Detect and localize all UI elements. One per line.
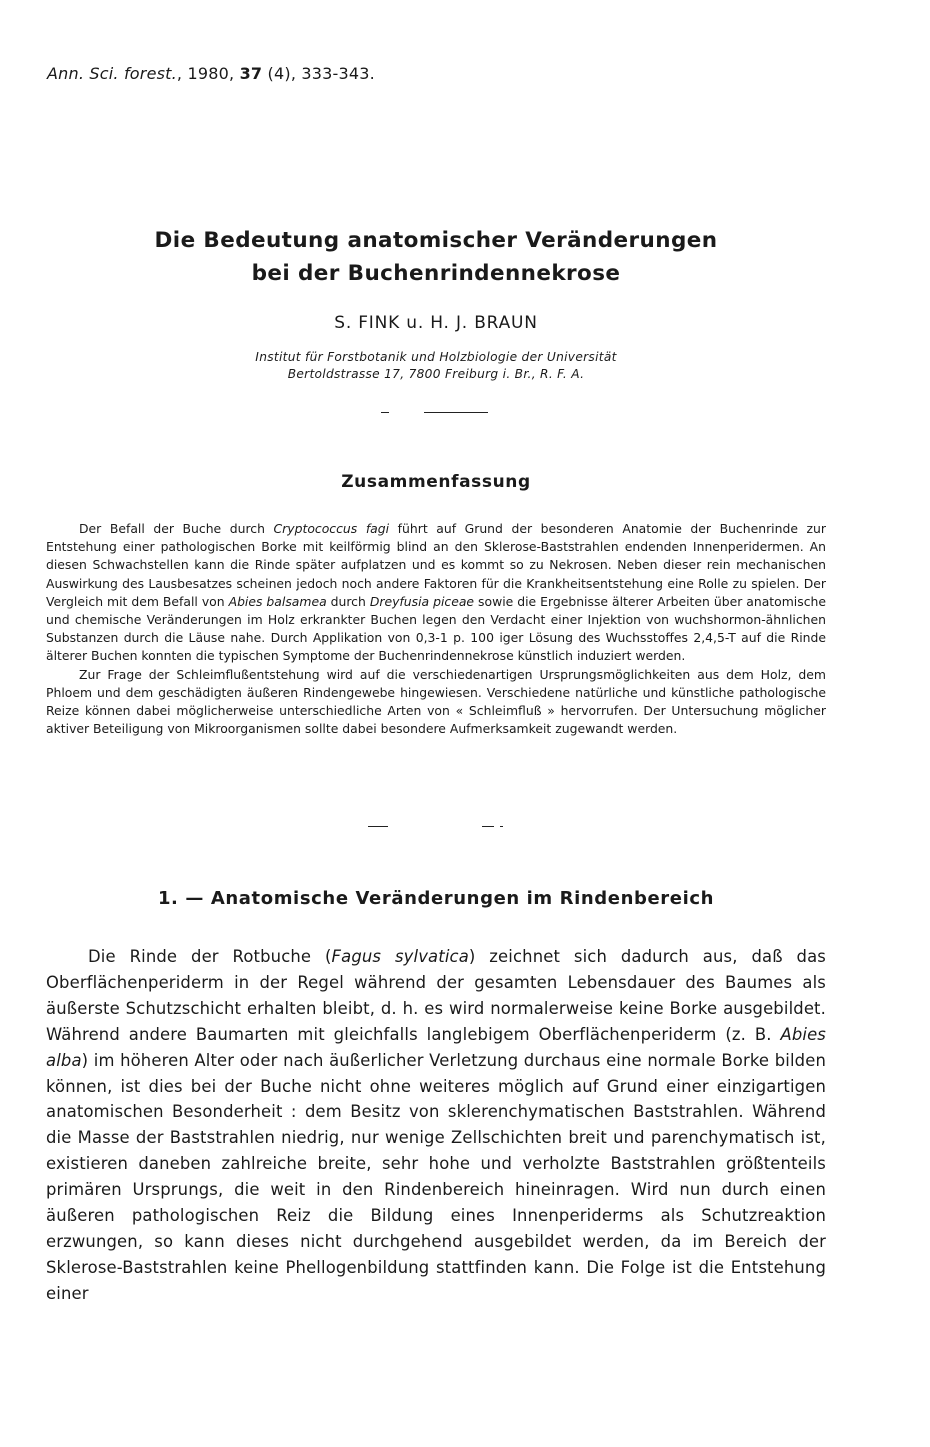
affiliation [0,349,872,383]
separator-rule [368,826,388,827]
abstract [46,520,826,738]
abstract-paragraph: Zur Frage der Schleimflußentstehung wird auf die verschiedenartigen Ursprungsmöglichkeiten aus dem Holz, dem Phloem und dem geschädigten äußeren Rindengewebe hingewiesen. Verschiedene natürliche und künstliche pathologische Reize können dabei möglicherweise unterschiedliche Arten von « Schleimfluß » hervorrufen. Der Untersuchung möglicher aktiver Beteiligung von Mikroorganismen sollte dabei besondere Aufmerksamkeit zugewandt werden. [46,666,826,737]
species-name: Abies alba [46,1024,826,1070]
journal-issue-pages: (4), 333-343. [262,64,375,83]
journal-year: , 1980, [176,64,240,83]
body-text: Die Rinde der Rotbuche ( [88,947,332,966]
separator-rule [381,412,389,413]
section-heading: 1. — Anatomische Veränderungen im Rindenbereich [157,888,715,909]
abstract-text: sowie die Ergebnisse älterer Arbeiten über anatomische und chemische Veränderungen im Holz erkrankter Buchen legen den Verdacht einer Injektion von wuchshormon-ähnlichen Substanzen durch die Läuse nahe. Durch Applikation von 0,3-1 p. 100 iger Lösung des Wuchsstoffes 2,4,5-T auf die Rinde älterer Buchen konnten die typischen Symptome der Buchenrindennekrose künstlich induziert werden. [46,593,826,664]
authors: S. FINK u. H. J. BRAUN [334,313,538,333]
separator-rule [500,826,503,827]
species-name: Fagus sylvatica [331,947,469,966]
affiliation-line-2: Bertoldstrasse 17, 7800 Freiburg i. Br., R. F. A. [287,367,585,381]
paper-title [0,224,872,290]
title-line-2: bei der Buchenrindennekrose [251,261,621,286]
abstract-paragraph [46,520,826,666]
abstract-heading: Zusammenfassung [341,472,531,492]
species-name: Dreyfusia piceae [369,593,475,609]
species-name: Cryptococcus fagi [273,521,390,536]
body-text: ) zeichnet sich dadurch aus, daß das Oberflächenperiderm in der Regel während der gesamten Lebensdauer des Baumes als äußerste Schutzschicht erhalten bleibt, d. h. es wird normalerweise keine Borke ausgebildet. Während andere Baumarten mit gleichfalls langlebigem Oberflächenperiderm (z. B. [46,947,826,1044]
title-line-1: Die Bedeutung anatomischer Veränderungen [154,228,718,253]
body-paragraph [46,944,826,1307]
abstract-text: Der Befall der Buche durch [79,521,274,536]
separator-rule [482,826,494,827]
affiliation-line-1: Institut für Forstbotanik und Holzbiologie der Universität [255,350,617,364]
journal-reference [47,64,375,83]
body-text: ) im höheren Alter oder nach äußerlicher Verletzung durchaus eine normale Borke bilden können, ist dies bei der Buche nicht ohne weiteres möglich auf Grund einer einzigartigen anatomischen Besonderheit : dem Besitz von sklerenchymatischen Baststrahlen. Während die Masse der Baststrahlen niedrig, nur wenige Zellschichten breit und parenchymatisch ist, existieren daneben zahlreiche breite, sehr hohe und verholzte Baststrahlen größtenteils primären Ursprungs, die weit in den Rindenbereich hineinragen. Wird nun durch einen äußeren pathologischen Reiz die Bildung eines Innenperiderms als Schutzreaktion erzwungen, so kann dieses nicht durchgehend ausgebildet werden, da im Bereich der Sklerose-Baststrahlen keine Phellogenbildung stattfinden kann. Die Folge ist die Entstehung einer [46,1050,826,1303]
separator-rule [424,412,488,413]
journal-volume: 37 [239,64,263,83]
abstract-text: durch [326,593,370,609]
journal-name: Ann. Sci. forest. [47,64,177,83]
abstract-text: führt auf Grund der besonderen Anatomie der Buchenrinde zur Entstehung einer pathologischen Borke mit keilförmig blind an den Sklerose-Baststrahlen endenden Innenperidermen. An diesen Schwachstellen kann die Rinde später aufplatzen und es kommt so zu Nekrosen. Neben dieser rein mechanischen Auswirkung des Lausbesatzes scheinen jedoch noch andere Faktoren für die Krankheitsentstehung eine Rolle zu spielen. Der Vergleich mit dem Befall von [46,521,826,609]
species-name: Abies balsamea [228,593,327,609]
section-body [46,944,826,1307]
